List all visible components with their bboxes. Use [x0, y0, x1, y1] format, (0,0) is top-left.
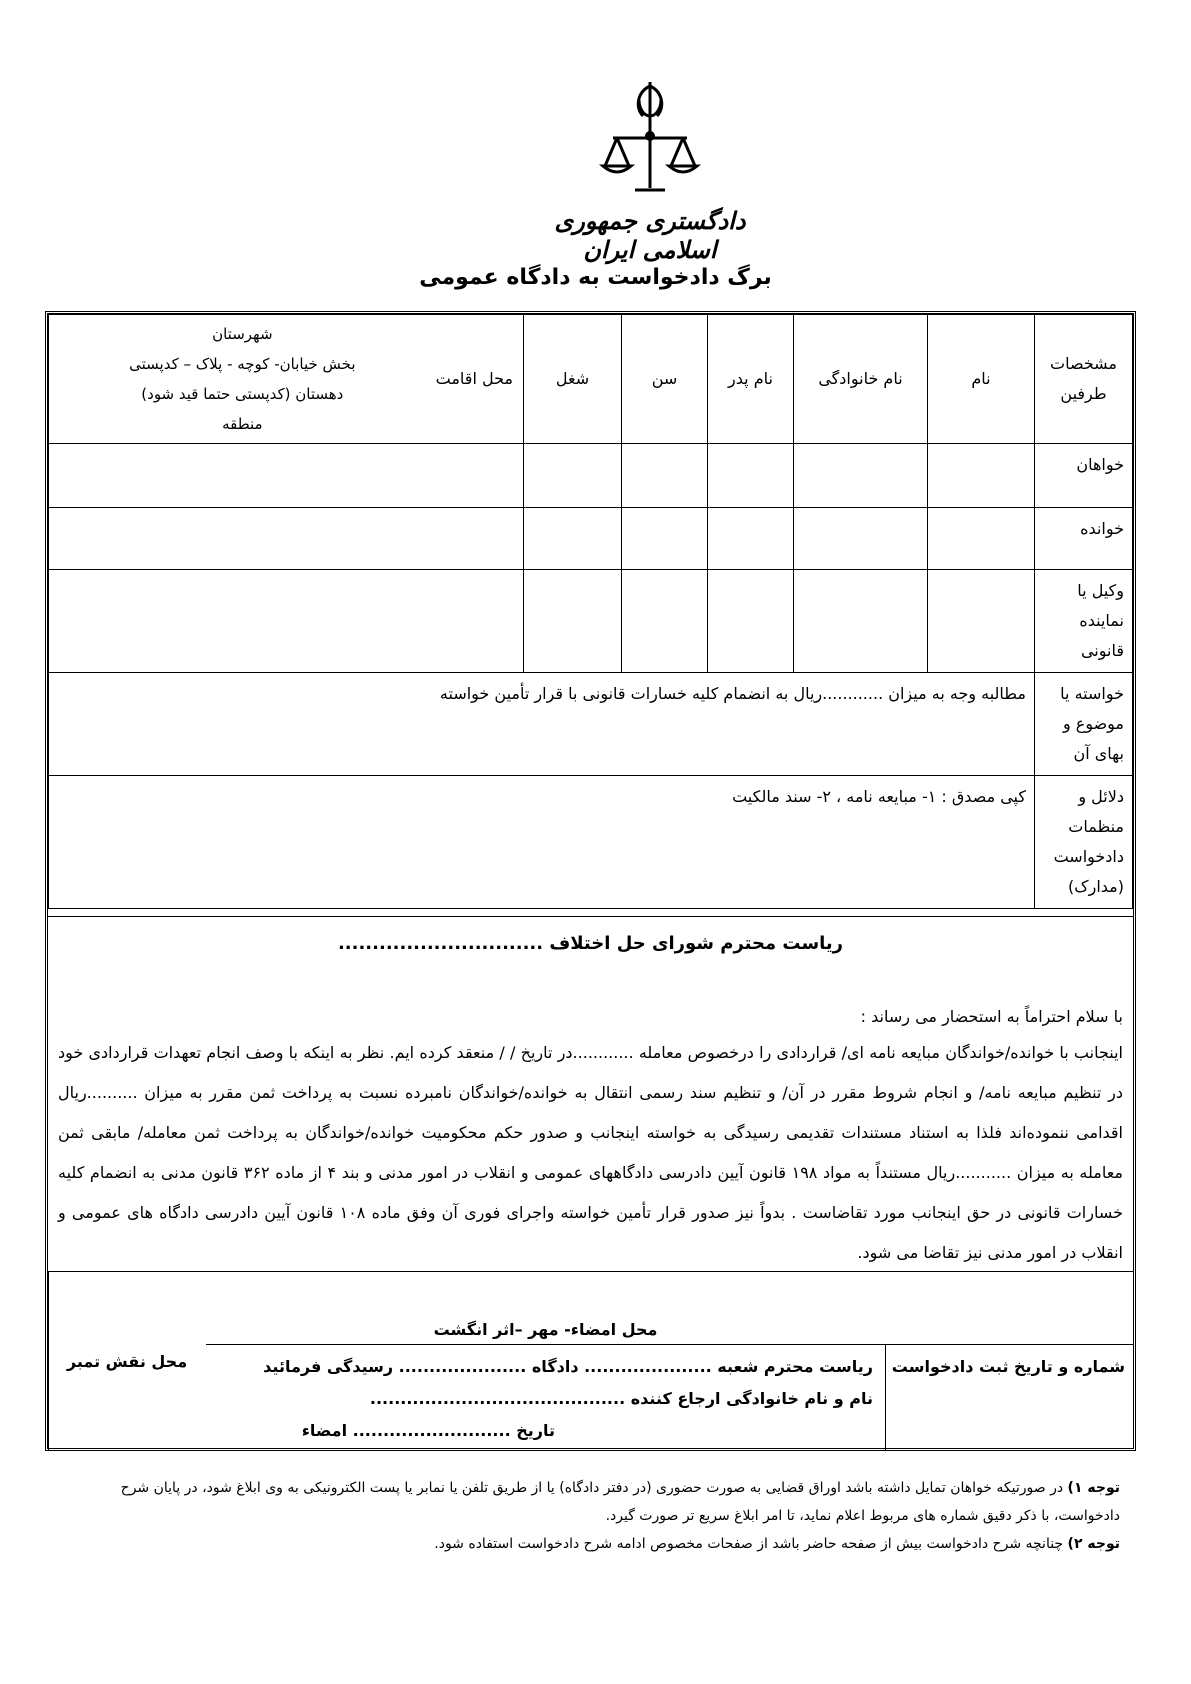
page-title: برگ دادخواست به دادگاه عمومی — [419, 265, 772, 290]
defendant-address-cell[interactable] — [49, 508, 524, 570]
defendant-row — [49, 508, 1133, 570]
petition-letter — [48, 916, 1133, 1262]
signature-label: محل امضاء- مهر –اثر انگشت — [433, 1320, 658, 1339]
col-father: نام پدر — [708, 315, 794, 444]
judiciary-emblem — [595, 78, 705, 198]
plaintiff-label: خواهان — [1035, 444, 1133, 508]
lawyer-name-cell[interactable] — [928, 570, 1035, 673]
lawyer-family-cell[interactable] — [794, 570, 928, 673]
col-age: سن — [622, 315, 708, 444]
lawyer-father-cell[interactable] — [708, 570, 794, 673]
note-1-label: توجه ۱) — [1067, 1480, 1120, 1496]
lawyer-address-cell[interactable] — [49, 570, 524, 673]
lawyer-job-cell[interactable] — [524, 570, 622, 673]
defendant-label: خوانده — [1035, 508, 1133, 570]
registration-label: شماره و تاریخ ثبت دادخواست — [891, 1357, 1125, 1376]
col-job: شغل — [524, 315, 622, 444]
date-line: تاریخ .......................... امضاء — [301, 1421, 555, 1440]
plaintiff-name-cell[interactable] — [928, 444, 1035, 508]
defendant-family-cell[interactable] — [794, 508, 928, 570]
stamp-label: محل نقش تمبر — [66, 1352, 188, 1371]
plaintiff-age-cell[interactable] — [622, 444, 708, 508]
letter-heading: ریاست محترم شورای حل اختلاف .............................. — [337, 933, 844, 954]
judiciary-brand: دادگستری جمهوری اسلامی ایران — [554, 206, 746, 264]
footer-section — [48, 1271, 1133, 1450]
registration-box — [885, 1344, 1133, 1450]
claim-label: خواسته یا موضوع و بهای آن — [1035, 673, 1133, 776]
col-party: مشخصات طرفین — [1035, 315, 1133, 444]
col-residence — [49, 315, 524, 444]
col-family: نام خانوادگی — [794, 315, 928, 444]
defendant-father-cell[interactable] — [708, 508, 794, 570]
lawyer-label: وکیل یا نماینده قانونی — [1035, 570, 1133, 673]
claim-text[interactable]: مطالبه وجه به میزان ............ریال به انضمام کلیه خسارات قانونی با قرار تأمین خواسته — [49, 673, 1035, 776]
lawyer-row — [49, 570, 1133, 673]
address-format: شهرستان بخش خیابان- کوچه - پلاک – کدپستی دهستان (کدپستی حتما قید شود) منطقه — [129, 325, 356, 433]
note-1 — [80, 1474, 1120, 1530]
defendant-name-cell[interactable] — [928, 508, 1035, 570]
scales-of-justice-icon — [595, 78, 705, 198]
referral-box — [206, 1344, 885, 1450]
note-1-text: در صورتیکه خواهان تمایل داشته باشد اوراق قضایی به صورت حضوری (در دفتر دادگاه) یا از طریق تلفن یا نمابر یا پست الکترونیکی به وی ابلاغ شود، در پایان شرح دادخواست، با ذکر دقیق شماره های مربوط اعلام نماید، تا امر ابلاغ سریع تر صورت گیرد. — [120, 1480, 1120, 1524]
note-2-text: چنانچه شرح دادخواست بیش از صفحه حاضر باشد از صفحات مخصوص ادامه شرح دادخواست استفاده شود. — [434, 1536, 1068, 1552]
letter-greeting: با سلام احتراماً به استحضار می رساند : — [860, 1007, 1123, 1026]
defendant-job-cell[interactable] — [524, 508, 622, 570]
evidence-label: دلائل و منظمات دادخواست (مدارک) — [1035, 776, 1133, 909]
notes — [80, 1474, 1120, 1558]
plaintiff-job-cell[interactable] — [524, 444, 622, 508]
plaintiff-address-cell[interactable] — [49, 444, 524, 508]
lawyer-age-cell[interactable] — [622, 570, 708, 673]
col-name: نام — [928, 315, 1035, 444]
note-2-label: توجه ۲) — [1067, 1536, 1120, 1552]
branch-line: ریاست محترم شعبه ..................... دادگاه ..................... رسیدگی فرمائید — [263, 1357, 873, 1376]
residence-label: محل اقامت — [435, 369, 513, 388]
note-2 — [80, 1530, 1120, 1558]
stamp-box — [48, 1272, 206, 1450]
evidence-text[interactable]: کپی مصدق : ۱- مبایعه نامه ، ۲- سند مالکیت — [49, 776, 1035, 909]
plaintiff-father-cell[interactable] — [708, 444, 794, 508]
parties-table — [48, 314, 1133, 909]
letter-body[interactable]: اینجانب با خوانده/خواندگان مبایعه نامه ای/ قراردادی را درخصوص معامله ............در تاریخ / / منعقد کرده ایم. نظر به اینکه با وصف انجام تعهدات قراردادی خود در تنظیم مبایعه نامه/ و انجام شروط مقرر در آن/ و تنظیم سند رسمی انتقال به خوانده/خواندگان نامبرده نسبت به پرداخت ثمن مقرر به میزان ..........ریال اقدامی ننموده‌اند فلذا به استناد مستندات تقدیمی رسیدگی به خواسته اینجانب و صدور حکم محکومیت خوانده/خواندگان به پرداخت ثمن معامله/ مابقی ثمن معامله به میزان ...........ریال مستنداً به مواد ۱۹۸ قانون آیین دادرسی دادگاههای عمومی و انقلاب در امور مدنی و بند ۴ از ماده ۳۶۲ قانون مدنی به انضمام کلیه خسارات قانونی در حق اینجانب مورد تقاضاست . بدواً نیز صدور قرار تأمین خواسته واجرای فوری آن وفق ماده ۱۰۸ قانون آیین دادرسی دادگاه های عمومی و انقلاب در امور مدنی نیز تقاضا می شود. — [58, 1043, 1123, 1262]
referrer-line: نام و نام خانوادگی ارجاع کننده .......................................... — [369, 1389, 873, 1408]
petition-form — [45, 311, 1136, 1451]
claim-row — [49, 673, 1133, 776]
plaintiff-row — [49, 444, 1133, 508]
defendant-age-cell[interactable] — [622, 508, 708, 570]
signature-area[interactable] — [206, 1272, 885, 1344]
evidence-row — [49, 776, 1133, 909]
plaintiff-family-cell[interactable] — [794, 444, 928, 508]
